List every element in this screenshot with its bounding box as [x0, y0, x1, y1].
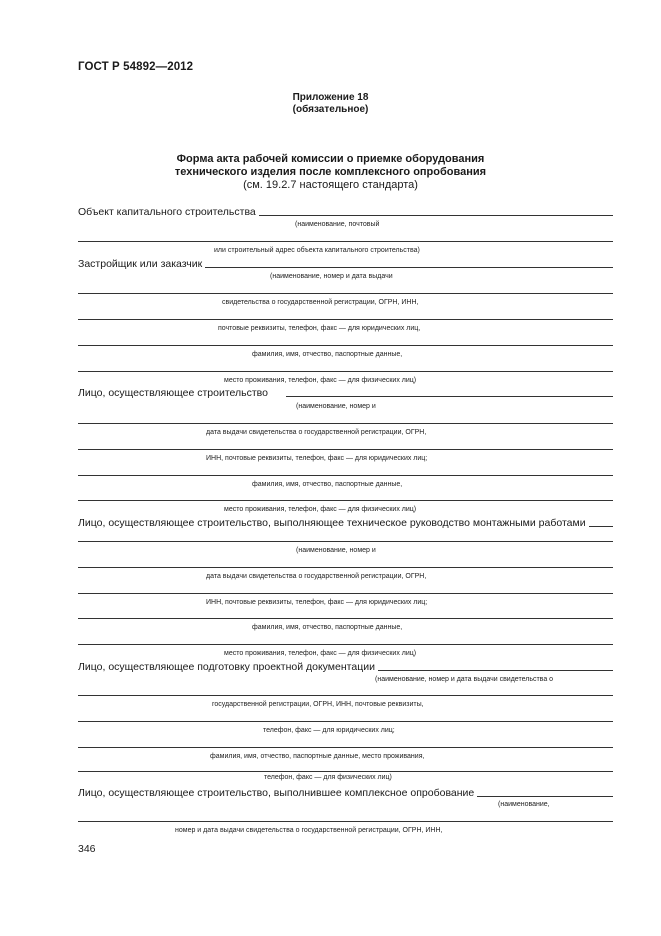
field-caption: номер и дата выдачи свидетельства о государственной регистрации, ОГРН, ИНН, — [175, 827, 443, 834]
field-caption: ИНН, почтовые реквизиты, телефон, факс — для юридических лиц; — [206, 599, 428, 606]
tester-field[interactable] — [78, 785, 613, 799]
field-caption: фамилия, имя, отчество, паспортные данные, — [252, 481, 403, 488]
builder-fill-line[interactable] — [286, 396, 613, 397]
developer-fill-line[interactable] — [205, 267, 613, 268]
object-field[interactable] — [78, 204, 613, 218]
field-caption: дата выдачи свидетельства о государственной регистрации, ОГРН, — [206, 429, 427, 436]
appendix-status: (обязательное) — [292, 104, 369, 115]
tester-fill-line[interactable] — [477, 796, 613, 797]
supervisor-fill-line[interactable] — [589, 526, 613, 527]
object-fill-line[interactable] — [259, 215, 613, 216]
developer-label: Застройщик или заказчик — [78, 258, 203, 270]
field-caption: телефон, факс — для юридических лиц; — [263, 727, 395, 734]
field-caption: фамилия, имя, отчество, паспортные данные, — [252, 351, 403, 358]
field-caption: государственной регистрации, ОГРН, ИНН, почтовые реквизиты, — [212, 701, 424, 708]
field-caption: ИНН, почтовые реквизиты, телефон, факс — для юридических лиц; — [206, 455, 428, 462]
field-caption: место проживания, телефон, факс — для физических лиц) — [224, 506, 417, 513]
field-caption: дата выдачи свидетельства о государственной регистрации, ОГРН, — [206, 573, 427, 580]
developer-field[interactable] — [78, 256, 613, 270]
object-label: Объект капитального строительства — [78, 206, 256, 218]
designer-fill-line[interactable] — [378, 670, 613, 671]
appendix-number: Приложение 18 — [292, 92, 369, 103]
form-title-line1: Форма акта рабочей комиссии о приемке оборудования — [176, 153, 485, 165]
field-caption: (наименование, номер и дата выдачи — [270, 273, 393, 280]
field-caption: фамилия, имя, отчество, паспортные данные, место проживания, — [210, 753, 425, 760]
field-caption: фамилия, имя, отчество, паспортные данные, — [252, 624, 403, 631]
field-caption: свидетельства о государственной регистрации, ОГРН, ИНН, — [222, 299, 419, 306]
tester-label: Лицо, осуществляющее строительство, выполнившее комплексное опробование — [78, 787, 475, 799]
designer-field[interactable] — [78, 659, 613, 673]
field-caption: место проживания, телефон, факс — для физических лиц) — [224, 650, 417, 657]
field-caption: почтовые реквизиты, телефон, факс — для юридических лиц, — [218, 325, 421, 332]
field-caption: телефон, факс — для физических лиц) — [264, 774, 392, 781]
field-caption: (наименование, почтовый — [295, 221, 380, 228]
field-caption: место проживания, телефон, факс — для физических лиц) — [224, 377, 417, 384]
supervisor-field[interactable] — [78, 515, 613, 529]
builder-field[interactable] — [78, 385, 613, 399]
designer-label: Лицо, осуществляющее подготовку проектной документации — [78, 661, 375, 673]
field-caption: (наименование, номер и дата выдачи свидетельства о — [375, 676, 554, 683]
field-caption: (наименование, номер и — [296, 403, 376, 410]
form-title-reference: (см. 19.2.7 настоящего стандарта) — [243, 179, 418, 191]
builder-label: Лицо, осуществляющее строительство — [78, 387, 268, 399]
supervisor-label: Лицо, осуществляющее строительство, выполняющее техническое руководство монтажными работами — [78, 517, 586, 529]
field-caption: (наименование, — [498, 801, 550, 808]
form-title-line2: технического изделия после комплексного опробования — [174, 166, 487, 178]
field-caption: или строительный адрес объекта капитального строительства) — [214, 247, 420, 254]
standard-header: ГОСТ Р 54892—2012 — [78, 61, 194, 73]
page-number: 346 — [78, 843, 96, 855]
field-caption: (наименование, номер и — [296, 547, 376, 554]
